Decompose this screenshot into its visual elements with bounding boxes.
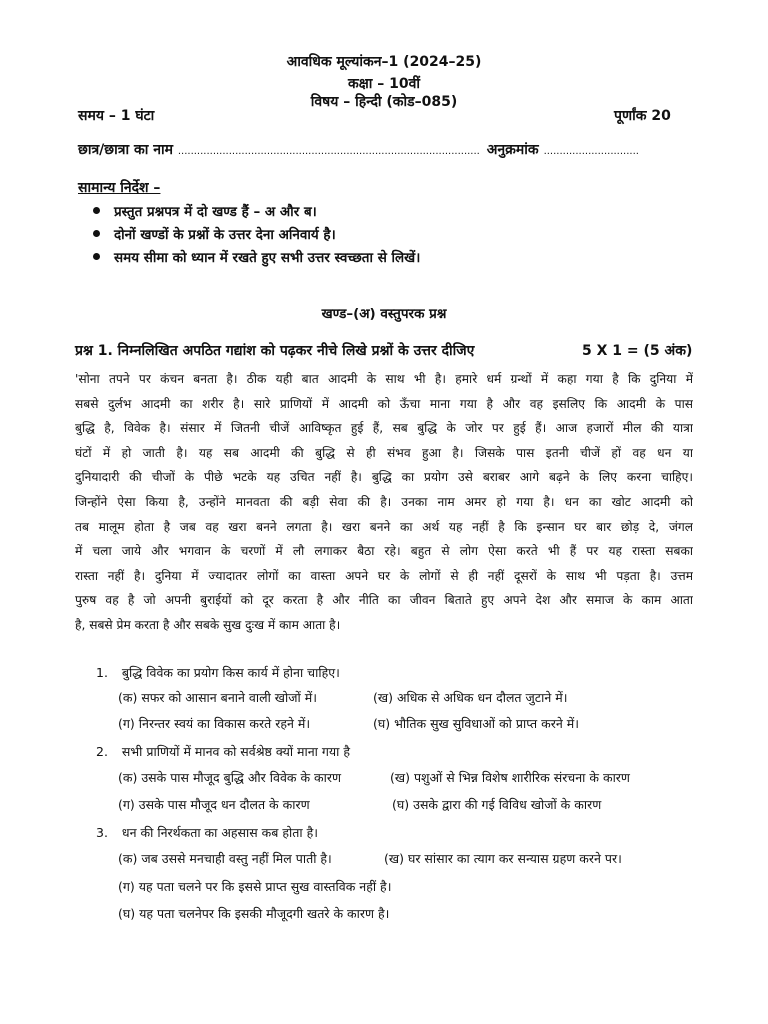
passage-line: घंटों में हो जाती है। यह सब आदमी की बुद्धि से ही संभव हुआ है। जिसके पास इतनी चीजें हों वह धन या (75, 445, 693, 460)
option-gha: (घ) उसके द्वारा की गई विविध खोजों के कारण (392, 797, 602, 812)
subquestion-number: 1. (96, 665, 108, 680)
section-a-title: खण्ड–(अ) वस्तुपरक प्रश्न (321, 306, 447, 322)
exam-title: आवधिक मूल्यांकन–1 (2024–25) (286, 54, 482, 70)
option-ka: (क) जब उससे मनचाही वस्तु नहीं मिल पाती है। (118, 851, 332, 866)
option-gha: (घ) भौतिक सुख सुविधाओं को प्राप्त करने में। (373, 716, 579, 731)
bullet-icon (93, 207, 100, 214)
option-kha: (ख) घर सांसार का त्याग कर सन्यास ग्रहण करने पर। (384, 851, 622, 866)
subquestion-text: सभी प्राणियों में मानव को सर्वश्रेष्ठ क्यों माना गया है (121, 744, 351, 759)
subquestion-number: 2. (96, 744, 108, 759)
option-ka: (क) उसके पास मौजूद बुद्धि और विवेक के कारण (118, 770, 342, 785)
student-name-blank: ............................................................................................... (177, 146, 480, 157)
subquestion-1 (96, 664, 340, 681)
passage-line: बुद्धि है, विवेक है। संसार में जितनी चीजें आविष्कृत हुई हैं, सब बुद्धि के जोर पर हुई हैं। आज हजारों मील की यात्रा (75, 421, 693, 436)
instruction-item: प्रस्तुत प्रश्नपत्र में दो खण्ड हैं – अ और ब। (93, 202, 317, 220)
subquestion-number: 3. (96, 825, 108, 840)
option-kha: (ख) अधिक से अधिक धन दौलत जुटाने में। (373, 690, 568, 705)
student-name-label: छात्र/छात्रा का नाम (78, 142, 173, 158)
option-kha: (ख) पशुओं से भिन्न विशेष शारीरिक संरचना के कारण (390, 770, 630, 785)
passage-line: तब मालूम होता है जब वह खरा बनने लगता है। खरा बनने का अर्थ यह नहीं है कि इन्सान घर बार छोड़ दे, जंगल (75, 519, 693, 534)
student-name-row (78, 140, 639, 159)
subquestion-3 (96, 824, 318, 841)
max-marks: पूर्णांक 20 (614, 108, 671, 124)
question-1-label: प्रश्न 1. निम्नलिखित अपठित गद्यांश को पढ़कर नीचे लिखे प्रश्नों के उत्तर दीजिए (75, 343, 475, 359)
option-ga: (ग) उसके पास मौजूद धन दौलत के कारण (118, 797, 310, 812)
option-ga: (ग) निरन्तर स्वयं का विकास करते रहने में। (118, 716, 311, 731)
instruction-item: समय सीमा को ध्यान में रखते हुए सभी उत्तर स्वच्छता से लिखें। (93, 248, 420, 266)
passage-line: जिन्होंने ऐसा किया है, उन्होंने मानवता की बड़ी सेवा की है। उनका नाम अमर हो गया है। धन का खोट आदमी को (75, 494, 693, 509)
passage-line: दुनियादारी की चीजों के पीछे भटके यह उचित नहीं है। बुद्धि का प्रयोग उसे बराबर आगे बढ़ने के लिए करना चाहिए। (75, 470, 693, 485)
passage-line: 'सोना तपने पर कंचन बनता है। ठीक यही बात आदमी के साथ भी है। हमारे धर्म ग्रन्थों में कहा गया है कि दुनिया में (75, 372, 693, 386)
option-ka: (क) सफर को आसान बनाने वाली खोजों में। (118, 690, 317, 705)
bullet-icon (93, 253, 100, 260)
instruction-item: दोनों खण्डों के प्रश्नों के उत्तर देना अनिवार्य है। (93, 225, 336, 243)
class-label: कक्षा – 10वीं (347, 76, 421, 92)
passage-line: सबसे दुर्लभ आदमी का शरीर है। सारे प्राणियों में आदमी को ऊँचा माना गया है और वह इसलिए कि आदमी के पास (75, 396, 693, 411)
passage-line: रास्ता नहीं है। दुनिया में ज्यादातर लोगों का वास्ता अपने घर के लोगों से ही नहीं दूसरों के साथ भी पड़ता है। उत्तम (75, 568, 693, 583)
subquestion-2 (96, 743, 350, 760)
instructions-title: सामान्य निर्देश – (78, 180, 161, 196)
option-gha: (घ) यह पता चलनेपर कि इसकी मौजूदगी खतरे के कारण है। (118, 906, 390, 921)
passage-line: पुरुष वह है जो अपनी बुराईयों को दूर करता है और नीति का जीवन बिताते हुए अपने देश और समाज के काम आता (75, 593, 693, 608)
passage-line: है, सबसे प्रेम करता है और सबके सुख दुःख में काम आता है। (75, 617, 341, 632)
bullet-icon (93, 230, 100, 237)
subject-label: विषय – हिन्दी (कोड–085) (310, 94, 458, 110)
time-label: समय – 1 घंटा (78, 108, 155, 124)
unseen-passage (75, 367, 693, 638)
passage-line: में चला जाये और भगवान के चरणों में लौ लगाकर बैठा रहे। बहुत से लोग ऐसा करते भी हैं पर यह रास्ता सबका (75, 544, 693, 559)
option-ga: (ग) यह पता चलने पर कि इससे प्राप्त सुख वास्तविक नहीं है। (118, 879, 392, 894)
roll-number-blank: .............................. (543, 146, 639, 157)
question-1-marks: 5 X 1 = (5 अंक) (582, 343, 693, 359)
roll-number-label: अनुक्रमांक (486, 142, 539, 158)
subquestion-text: धन की निरर्थकता का अहसास कब होता है। (121, 825, 318, 840)
subquestion-text: बुद्धि विवेक का प्रयोग किस कार्य में होना चाहिए। (121, 665, 340, 680)
